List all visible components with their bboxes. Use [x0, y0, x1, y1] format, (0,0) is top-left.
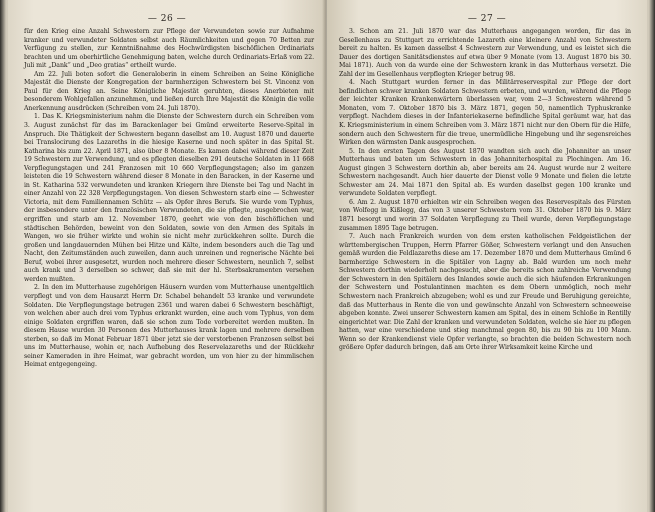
- left-page-body: [8, 28, 326, 370]
- page-number-left: — 26 —: [147, 14, 187, 24]
- right-page-body: [327, 28, 647, 353]
- paragraph: für den Krieg eine Anzahl Schwestern zur Pflege der Verwundeten sowie zur Aufnahme kranker und verwundeter Soldaten selbst auch Räumlichkeiten und gegen 70 Betten zur Verfügung zu stellen, zur Kenntnißnahme des Hochwürdigsten bischöflichen Ordinariats brachten und um oberhirtliche Genehmigung baten, welche durch Ordinariats-Erlaß vom 22. Juli mit „Dank“ und „Deo gratias“ ertheilt wurde.: [24, 28, 314, 70]
- right-page: [327, 0, 647, 512]
- paragraph: 4. Nach Stuttgart wurden ferner in das Militärreservespital zur Pflege der dort befindlichen schwer kranken Soldaten Schwestern erbeten, und wurden, während die Pflege der leichter Kranken Krankenwärtern überlassen war, vom 2—3 Schwestern während 5 Monaten, vom 7. Oktober 1870 bis 3. März 1871, gegen 50, namentlich Typhuskranke verpflegt. Nachdem dieses in der Infanteriekaserne befindliche Spital geräumt war, hat das K. Kriegsministerium in einem Schreiben vom 3. März 1871 nicht nur den Obern für die Hilfe, sondern auch den Schwestern für die treue, unermüdliche Hingebung und ihr segensreiches Wirken den wärmsten Dank ausgesprochen.: [339, 79, 631, 147]
- paragraph: 1. Das K. Kriegsministerium nahm die Dienste der Schwestern durch ein Schreiben vom 3. August zunächst für das im Barackenlager bei Gmünd erweiterte Reserve-Spital in Anspruch. Die Thätigkeit der Schwestern begann daselbst am 10. August 1870 und dauerte bei Translocirung des Lazareths in die hiesige Kaserne und noch später in das Spital St. Katharina bis zum 22. April 1871, also über 8 Monate. Es kamen dabei während dieser Zeit 19 Schwestern zur Verwendung, und es pflegten dieselben 291 deutsche Soldaten in 11 668 Verpflegungstagen und 241 Franzosen mit 10 660 Verpflegungstagen; also im ganzen leisteten die 19 Schwestern während dieser 8 Monate in den Baracken, in der Kaserne und in St. Katharina 532 verwundeten und kranken Kriegern ihre Dienste bei Tag und Nacht in einer Anzahl von 22 328 Verpflegungstagen. Von diesen Schwestern starb eine — Schwester Victoria, mit dem Familiennamen Schütz — als Opfer ihres Berufs. Sie wurde vom Typhus, der insbesondere unter den französischen Verwundeten, die sie pflegte, ausgebrochen war, ergriffen und starb am 12. November 1870, geehrt wie von den bischöflichen und städtischen Behörden, beweint von den Soldaten, sowie von den Armen des Spitals in Wangen, wo sie früher wirkte und wohin sie nicht mehr zurückkehren sollte. Durch die großen und langdauernden Mühen bei Hitze und Kälte, indem besonders auch die Tag und Nacht, den Zeitumständen auch zuweilen, dann auch unreinen und regnerische Nächte bei Beruf, wobei ihrer ausgesetzt, wurden noch mehrere dieser Schwestern, neunlich 7, selbst auch krank und 3 derselben so schwer, daß sie mit der hl. Sterbsakramenten versehen werden mußten.: [24, 113, 314, 283]
- paragraph: 3. Schon am 21. Juli 1870 war das Mutterhaus angegangen worden, für das in Gesellenhaus zu Stuttgart zu errichtende Lazareth eine kleinere Anzahl von Schwestern bereit zu halten. Es kamen dasselbst 4 Schwestern zur Verwendung, und es leistet sich die Dauer des dortigen Sanitätsdienstes auf etwa über 9 Monate (vom 13. August 1870 bis 30. Mai 1871). Auch von da wurde eine der Schwestern krank in das Mutterhaus versetzt. Die Zahl der im Gesellenhaus verpflegten Krieger betrug 98.: [339, 28, 631, 78]
- left-page: [8, 0, 326, 512]
- page-number-right: — 27 —: [467, 14, 507, 24]
- paragraph: 6. Am 2. August 1870 erhielten wir ein Schreiben wegen des Reservespitals des Fürsten von Wolfegg in Kißlegg, das von 3 unserer Schwestern vom 31. Oktober 1870 bis 9. März 1871 besorgt und worin 37 Soldaten Verpflegung zu Theil wurde, deren Verpflegungstage zusammen 1895 Tage betrugen.: [339, 198, 631, 232]
- paragraph: 7. Auch nach Frankreich wurden von dem ersten katholischen Feldgeistlichen der württembergischen Truppen, Herrn Pfarrer Gößer, Schwestern verlangt und den Ansuchen gemäß wurden die Feldlazareths diese am 17. Dezember 1870 und dem Mutterhaus Gmünd 6 barmherzige Schwestern in die Spitäler von Lagny ab. Bald wurden um noch mehr Schwestern dorthin wiederholt nachgesucht, aber die bereits schon zahlreiche Verwendung der Schwestern in den Spitälern des Inlandes sowie auch die sich häufenden Erkrankungen der Schwestern und Postulantinnen machten es dem Obern unmöglich, noch mehr Schwestern nach Frankreich abzugeben; wohl es und zur Freude und Beruhigung gereichte, daß das Mutterhaus in Rente die von und gewünschte Anzahl von Schwestern schneeweise abgeben konnte. Zwei unserer Schwestern kamen am Spital, des in einem Schloße in Rentilly eingerichtet war. Die Zahl der kranken und verwundeten Soldaten, welche sie hier zu pflegen hatten, war eine verschiedene und stieg manchmal gegen 80, bis zu 90 bis zu 100 Mann. Wenn so der Krankendienst viele Opfer verlangte, so brachten die beiden Schwestern noch größere Opfer dadurch bringen, daß am Orte ihrer Wirksamkeit keine Kirche und: [339, 233, 631, 352]
- paragraph: 5. In den ersten Tagen des August 1870 wandten sich auch die Johanniter an unser Mutterhaus und baten um Schwestern in das Johanniterhospital zu Plochingen. Am 16. August gingen 3 Schwestern dorthin ab, aber bereits am 24. August wurde nur 2 weitere Schwestern nachgesandt. Auch hier dauerte der Dienst volle 9 Monate und fielen die letzte Schwester am 24. Mai 1871 den Spital ab. Es wurden daselbst gegen 100 kranke und verwundete Soldaten verpflegt.: [339, 147, 631, 198]
- paragraph: 2. In den im Mutterhause zugehörigen Häusern wurden vom Mutterhause unentgeltlich verpflegt und von dem Hausarzt Herrn Dr. Schabel behandelt 53 kranke und verwundete Soldaten. Die Verpflegungstage betrugen 2361 und waren dabei 6 Schwestern beschäftigt, von welchen aber auch drei vom Typhus erkrankt wurden, eine auch vom Typhus, von dem einige Soldaten ergriffen waren, daß sie schon zum Tode vorbereitet werden mußten. In diesem Hause wurden 30 Personen des Mutterhauses krank lagen und mehrere derselben sterben, so daß im Monat Februar 1871 über jetzt sie der verstorbenen Franzosen selbst bei uns im Mutterhause, wohin er, nach Aufhebung des Reservelazareths und der Rückkehr seiner Kameraden in ihre Heimat, war gebracht worden, um von hier zu der himmlischen Heimat entgegengeing.: [24, 284, 314, 369]
- paragraph: Am 22. Juli boten sofort die Generaloberin in einem Schreiben an Seine Königliche Majestät die Dienste der Kongregation der barmherzigen Schwestern bei St. Vincenz von Paul für den Krieg an. Seine Königliche Majestät geruhten, dieses Anerbieten mit besonderem Wohlgefallen anzunehmen, und ließen durch Ihre Majestät die Königin die volle Anerkennung ausdrücken (Schreiben vom 24. Juli 1870).: [24, 70, 314, 112]
